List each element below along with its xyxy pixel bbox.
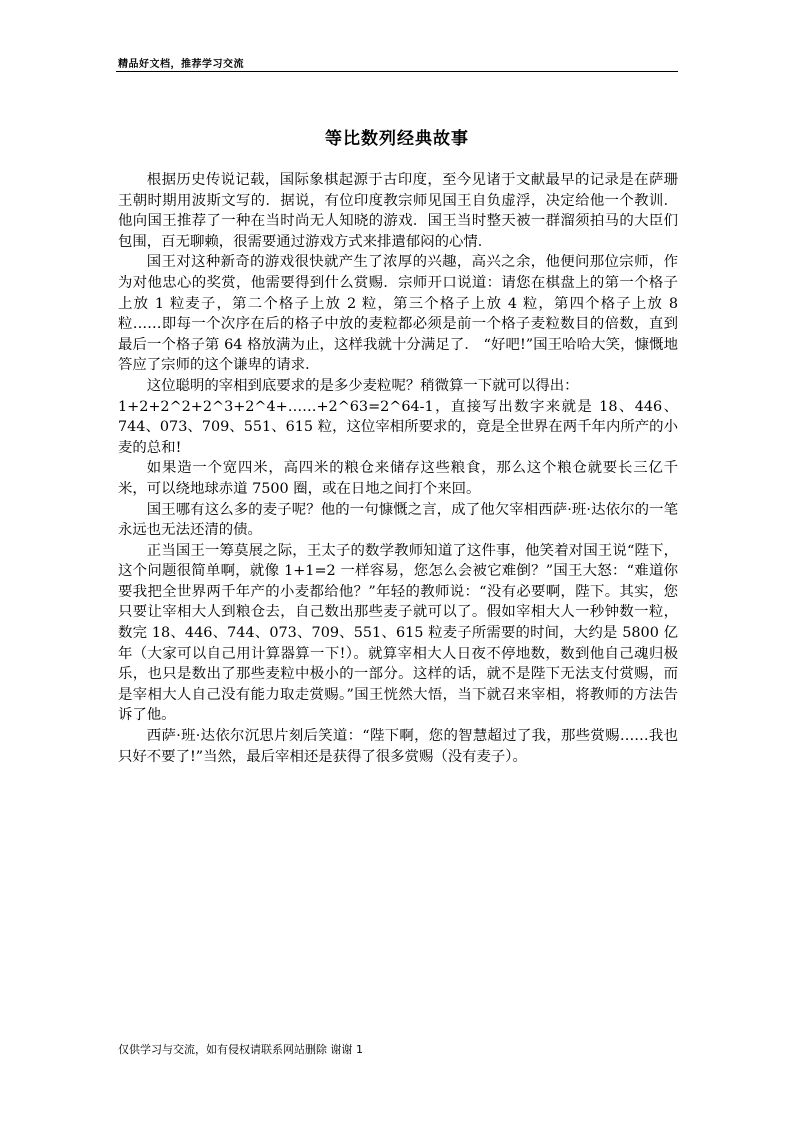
page-footer: 仅供学习与交流，如有侵权请联系网站删除 谢谢 1 xyxy=(118,1043,363,1056)
paragraph-formula: 1+2+2^2+2^3+2^4+……+2^63=2^64-1，直接写出数字来就是 18、446、744、073、709、551、615 粒，这位宰相所要求的，竟是全世界在两千年内所产的小麦的总和! xyxy=(118,398,678,456)
paragraph-request: 国王对这种新奇的游戏很快就产生了浓厚的兴趣，高兴之余，他便问那位宗师，作为对他忠心的奖赏，他需要得到什么赏赐．宗师开口说道：请您在棋盘上的第一个格子上放 1 粒麦子，第二个格子上放 2 粒，第三个格子上放 4 粒，第四个格子上放 8 粒……即每一个次序在后的格子中放的麦粒都必须是前一个格子麦粒数目的倍数，直到最后一个格子第 64 格放满为止，这样我就十分满足了． “好吧!”国王哈哈大笑，慷慨地答应了宗师的这个谦卑的请求． xyxy=(118,254,678,374)
document-title: 等比数列经典故事 xyxy=(325,129,469,149)
header-divider xyxy=(116,71,678,72)
paragraph-debt: 国王哪有这么多的麦子呢？他的一句慷慨之言，成了他欠宰相西萨·班·达依尔的一笔永远也无法还清的债。 xyxy=(118,501,678,539)
paragraph-teacher: 正当国王一筹莫展之际，王太子的数学教师知道了这件事，他笑着对国王说“陛下，这个问题很简单啊，就像 1+1=2 一样容易，您怎么会被它难倒？”国王大怒：“难道你要我把全世界两千年产的小麦都给他？”年轻的教师说：“没有必要啊，陛下。其实，您只要让宰相大人到粮仓去，自己数出那些麦子就可以了。假如宰相大人一秒钟数一粒，数完 18、446、744、073、709、551、615 粒麦子所需要的时间，大约是 5800 亿年（大家可以自己用计算器算一下!）。就算宰相大人日夜不停地数，数到他自己魂归极乐，也只是数出了那些麦粒中极小的一部分。这样的话，就不是陛下无法支付赏赐，而是宰相大人自己没有能力取走赏赐。”国王恍然大悟，当下就召来宰相，将教师的方法告诉了他。 xyxy=(118,542,678,724)
paragraph-granary: 如果造一个宽四米，高四米的粮仓来储存这些粮食，那么这个粮仓就要长三亿千米，可以绕地球赤道 7500 圈，或在日地之间打个来回。 xyxy=(118,460,678,497)
paragraph-ending: 西萨·班·达依尔沉思片刻后笑道：“陛下啊，您的智慧超过了我，那些赏赐……我也只好不要了!”当然，最后宰相还是获得了很多赏赐（没有麦子）。 xyxy=(118,728,678,765)
paragraph-question: 这位聪明的宰相到底要求的是多少麦粒呢？稍微算一下就可以得出： xyxy=(146,377,579,394)
page-header: 精品好文档，推荐学习交流 xyxy=(118,59,244,70)
document-body xyxy=(118,170,678,767)
paragraph-origin: 根据历史传说记载，国际象棋起源于古印度，至今见诸于文献最早的记录是在萨珊王朝时期用波斯文写的．据说，有位印度教宗师见国王自负虚浮，决定给他一个教训．他向国王推荐了一种在当时尚无人知晓的游戏．国王当时整天被一群溜须拍马的大臣们包围，百无聊赖，很需要通过游戏方式来排遣郁闷的心情． xyxy=(118,172,678,250)
